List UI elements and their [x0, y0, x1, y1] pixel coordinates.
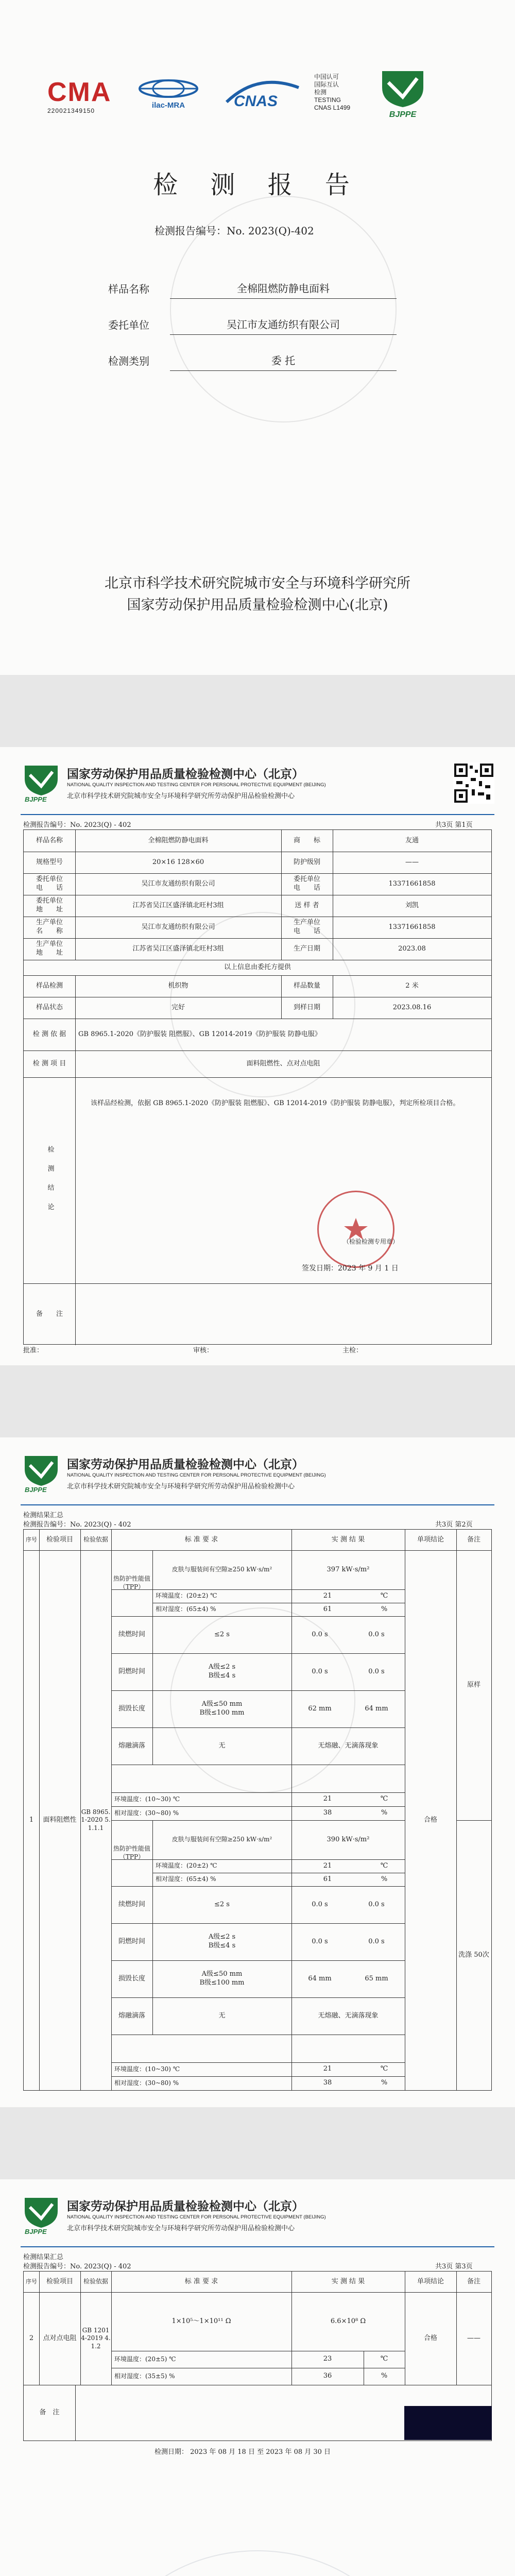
- center-header: BJPPE 国家劳动保护用品质量检验检测中心（北京） NATIONAL QUALITY INSPECTION AND TESTING CENTER FOR PERSONAL PROTECTIVE EQUIPMENT (BEIJING) 北京市科学技术研究院城市安全与环境科学研究所劳动保护用品检验检测中心: [21, 2195, 494, 2241]
- label-remark: 备 注: [36, 1310, 63, 1318]
- col-note: 备注: [467, 1535, 480, 1544]
- seal-note: （检验检测专用章）: [343, 1238, 399, 1245]
- star-icon: [319, 1192, 393, 1266]
- report-page-3: [0, 2179, 515, 2576]
- center-header: BJPPE 国家劳动保护用品质量检验检测中心（北京） NATIONAL QUALITY INSPECTION AND TESTING CENTER FOR PERSONAL PROTECTIVE EQUIPMENT (BEIJING) 北京市科学技术研究院城市安全与环境科学研究所劳动保护用品检验检测中心: [21, 1453, 494, 1499]
- cnas-caption: 中国认可 国际互认 检测 TESTING CNAS L1499: [314, 73, 351, 111]
- label-sample-type: 样品检测: [36, 981, 63, 990]
- value-client-address: 江苏省吴江区盛泽镇北旺村3组: [132, 901, 224, 909]
- shield-logo-icon: [377, 67, 428, 108]
- page-counter: 共3页 第3页: [435, 2263, 473, 2270]
- value-protection-level: ——: [405, 858, 419, 866]
- label-sample-name: 样品名称: [36, 836, 63, 844]
- label-trademark: 商 标: [293, 836, 320, 844]
- value-client: 吴江市友通纺织有限公司: [141, 879, 215, 888]
- report-number: 检测报告编号：No. 2023(Q) - 402: [23, 2263, 131, 2270]
- section-title: 检测结果汇总: [23, 1512, 64, 1519]
- label-remark: 备 注: [39, 2408, 60, 2416]
- bjppe-logo: BJPPE: [377, 67, 428, 118]
- institute-name-1: 北京市科学技术研究院城市安全与环境科学研究所: [105, 575, 410, 591]
- sample-info-table: [23, 829, 492, 1345]
- label-protection-level: 防护级别: [293, 858, 320, 866]
- ilac-globe-icon: [135, 78, 202, 99]
- center-subname: 北京市科学技术研究院城市安全与环境科学研究所劳动保护用品检验检测中心: [67, 792, 295, 800]
- results-table: [23, 1529, 492, 2091]
- value-sample-state: 完好: [171, 1003, 185, 1011]
- value-manufacturer-phone: 13371661858: [388, 923, 436, 931]
- inspection-seal: [317, 1191, 394, 1268]
- value-spec: 20×16 128×60: [152, 858, 204, 866]
- label-production-date: 生产日期: [293, 944, 320, 953]
- field-category: 检测类别 委 托: [108, 335, 397, 371]
- cma-logo: CMA 220021349150: [47, 77, 112, 114]
- value-trademark: 友通: [405, 836, 419, 844]
- label-client-address: 委托单位 地 址: [36, 897, 63, 913]
- value-submitter: 刘凯: [405, 901, 419, 909]
- page-counter: 共3页 第2页: [435, 1521, 473, 1529]
- label-conclusion: 检 测 结 论: [46, 1145, 54, 1215]
- value-sample-type: 机织物: [168, 981, 188, 990]
- value-test-basis: GB 8965.1-2020《防护服装 阻燃服》、GB 12014-2019《防护服装 防静电服》: [78, 1030, 321, 1038]
- qr-code-icon: [453, 762, 494, 804]
- label-arrival-date: 到样日期: [293, 1003, 320, 1011]
- value-sample-qty: 2 米: [405, 981, 419, 990]
- field-sample-name: 样品名称 全棉阻燃防静电面料: [108, 263, 397, 299]
- note-original: 原样: [467, 1681, 480, 1689]
- result-block-washed: 热防护性能值（TPP） 皮肤与服装间有空隙≥250 kW·s/m² 390 kW·s/m² 环境温度：(20±2) ℃ 21 ℃ 相对湿度：(65±4) % 61 % 续燃时间 ≤2 s 0.0 s 0.0 s 阴燃时间 A级≤2 s B级≤4 s 0.0 s 0.0 s 损毁长度 A级≤50 mm B级≤100 mm 64 mm 65 mm 熔融滴落 无 无熔融、无滴落现象 环境温度：(10~30) ℃ 21 ℃ 相对湿度：(30~80) % 38 %: [111, 1820, 405, 2090]
- center-header: BJPPE 国家劳动保护用品质量检验检测中心（北京） NATIONAL QUALITY INSPECTION AND TESTING CENTER FOR PERSONAL PROTECTIVE EQUIPMENT (BEIJING) 北京市科学技术研究院城市安全与环境科学研究所劳动保护用品检验检测中心: [21, 762, 494, 809]
- field-client: 委托单位 吴江市友通纺织有限公司: [108, 299, 397, 335]
- col-item: 检验项目: [46, 2277, 73, 2285]
- section-title: 检测结果汇总: [23, 2253, 64, 2261]
- row-basis: GB 8965.1-2020 5.1.1.1: [81, 1808, 111, 1832]
- report-number: 检测报告编号：No. 2023(Q) - 402: [23, 1521, 131, 1529]
- label-sample-qty: 样品数量: [293, 981, 320, 990]
- value-conclusion: 该样品经检测，依据 GB 8965.1-2020《防护服装 阻燃服》、GB 12014-2019《防护服装 防静电服》，判定所检项目合格。: [91, 1099, 460, 1107]
- label-test-basis: 检 测 依 据: [32, 1030, 66, 1038]
- col-verdict: 单项结论: [417, 2277, 444, 2285]
- col-seq: 序号: [26, 2278, 37, 2285]
- result-block-original: 热防护性能值（TPP） 皮肤与服装间有空隙≥250 kW·s/m² 397 kW·s/m² 环境温度：(20±2) ℃ 21 ℃ 相对湿度：(65±4) % 61 % 续燃时间 ≤2 s 0.0 s 0.0 s 阴燃时间 A级≤2 s B级≤4 s 0.0 s 0.0 s 损毁长度 A级≤50 mm B级≤100 mm 62 mm 64 mm 熔融滴落 无 无熔融、无滴落现象 环境温度：(10~30) ℃ 21 ℃ 相对湿度：(30~80) % 38 %: [111, 1550, 405, 1820]
- value-manufacturer: 吴江市友通纺织有限公司: [141, 923, 215, 931]
- col-item: 检验项目: [46, 1535, 73, 1544]
- row-item: 面料阻燃性: [43, 1816, 77, 1824]
- cover-fields: [108, 263, 397, 371]
- client-info-notice: 以上信息由委托方提供: [224, 963, 291, 971]
- report-title: 检 测 报 告: [153, 171, 362, 199]
- institute-name-2: 国家劳动保护用品质量检验检测中心(北京): [127, 597, 388, 613]
- label-sample-state: 样品状态: [36, 1003, 63, 1011]
- ilac-mra-logo: ilac-MRA: [135, 78, 202, 109]
- cover-page: [0, 0, 515, 675]
- label-manufacturer-address: 生产单位 地 址: [36, 940, 63, 957]
- value-test-items: 面料阻燃性、点对点电阻: [246, 1059, 320, 1067]
- col-requirement: 标 准 要 求: [184, 2277, 218, 2285]
- value-sample-name: 全棉阻燃防静电面料: [148, 836, 209, 844]
- results-table-2: 序号 检验项目 检验依据 标 准 要 求 实 测 结 果 单项结论 备注 2 点对点电阻 GB 12014-2019 4.1.2 1×10⁵～1×10¹¹ Ω 6.6×10⁸ Ω 环境温度：(20±5) ℃ 23 ℃ 相对湿度：(35±5) % 36 % 合格 —— 备 注: [23, 2271, 492, 2441]
- test-dates: 检测日期： 2023 年 08 月 18 日 至 2023 年 08 月 30 日: [154, 2448, 331, 2456]
- row-verdict: 合格: [423, 1816, 437, 1824]
- center-name-en: NATIONAL QUALITY INSPECTION AND TESTING CENTER FOR PERSONAL PROTECTIVE EQUIPMENT (BEIJING): [67, 782, 326, 788]
- col-result: 实 测 结 果: [331, 2277, 365, 2285]
- watermark-seal: [103, 2550, 412, 2576]
- page-counter: 共3页 第1页: [435, 821, 473, 829]
- row-seq: 1: [29, 1816, 34, 1824]
- label-test-items: 检 测 项 目: [32, 1059, 66, 1067]
- cnas-logo: CNAS: [221, 77, 304, 113]
- label-manufacturer: 生产单位 名 称: [36, 919, 63, 935]
- col-result: 实 测 结 果: [331, 1535, 365, 1544]
- col-basis: 检验依据: [83, 1536, 108, 1544]
- center-name-cn: 国家劳动保护用品质量检验检测中心（北京）: [67, 768, 304, 781]
- report-page-2: [0, 1437, 515, 2107]
- col-verdict: 单项结论: [417, 1535, 444, 1544]
- label-manufacturer-phone: 生产单位 电 话: [293, 919, 320, 935]
- col-note: 备注: [467, 2277, 480, 2285]
- redaction-block: [404, 2406, 492, 2440]
- value-production-date: 2023.08: [398, 944, 426, 953]
- value-arrival-date: 2023.08.16: [392, 1003, 432, 1011]
- value-manufacturer-address: 江苏省吴江区盛泽镇北旺村3组: [132, 944, 224, 953]
- label-spec: 规格型号: [36, 858, 63, 866]
- report-number: 检测报告编号：No. 2023(Q) - 402: [23, 821, 131, 829]
- label-client: 委托单位 电 话: [36, 875, 63, 892]
- report-page-1: BJPPE 国家劳动保护用品质量检验检测中心（北京） NATIONAL QUALITY INSPECTION AND TESTING CENTER FOR PERSONAL PROTECTIVE EQUIPMENT (BEIJING) 北京市科学技术研究院城市安全与环境科学研究所劳动保护用品检验检测中心 检测报告编号：No. 2023(Q) - 402 共3页 第1页 样品名称 全棉阻燃防静电面料 商 标 友通 规格型号 20×16 128×60 防护级别 —— 委托单位 电 话 吴江市友通纺织有限公司 委托单位 电 话 13371661858 委托单位 地 址 江苏省吴江区盛泽镇北旺村3组 送 样 者 刘凯 生产单位 名 称 吴江市友通纺织有限公司 生产单位 电 话 13371661858 生产单位 地 址 江苏省吴江区盛泽镇北旺村3组 生产日期 2023.08 以上信息由委托方提供 样品检测 机织物 样品数量 2 米 样品状态 完好 到样日期 2023.08.16 检 测 依 据 GB 8965.1-2020《防护服装 阻燃服》、GB 12014-2019《防护服装 防静电服》 检 测 项 目 面料阻燃性、点对点电阻 检 测 结 论 该样品经检测，依据 GB 8965.1-2020《防护服装 阻燃服》、GB 12014-2019《防护服装 防静电服》，判定所检项目合格。 （检验检测专用章） 签发日期：2023 年 9 月 1 日 备 注 批准： 审核： 主检：: [0, 747, 515, 1365]
- issue-date: 签发日期：2023 年 9 月 1 日: [302, 1264, 399, 1273]
- note-washed: 洗涤 50次: [458, 1951, 489, 1959]
- col-requirement: 标 准 要 求: [184, 1535, 218, 1544]
- col-seq: 序号: [26, 1536, 37, 1543]
- label-submitter: 送 样 者: [295, 901, 319, 909]
- col-basis: 检验依据: [83, 2278, 108, 2285]
- label-client-phone: 委托单位 电 话: [293, 875, 320, 892]
- report-number: 检测报告编号：No. 2023(Q)-402: [154, 225, 314, 237]
- value-client-phone: 13371661858: [388, 879, 436, 888]
